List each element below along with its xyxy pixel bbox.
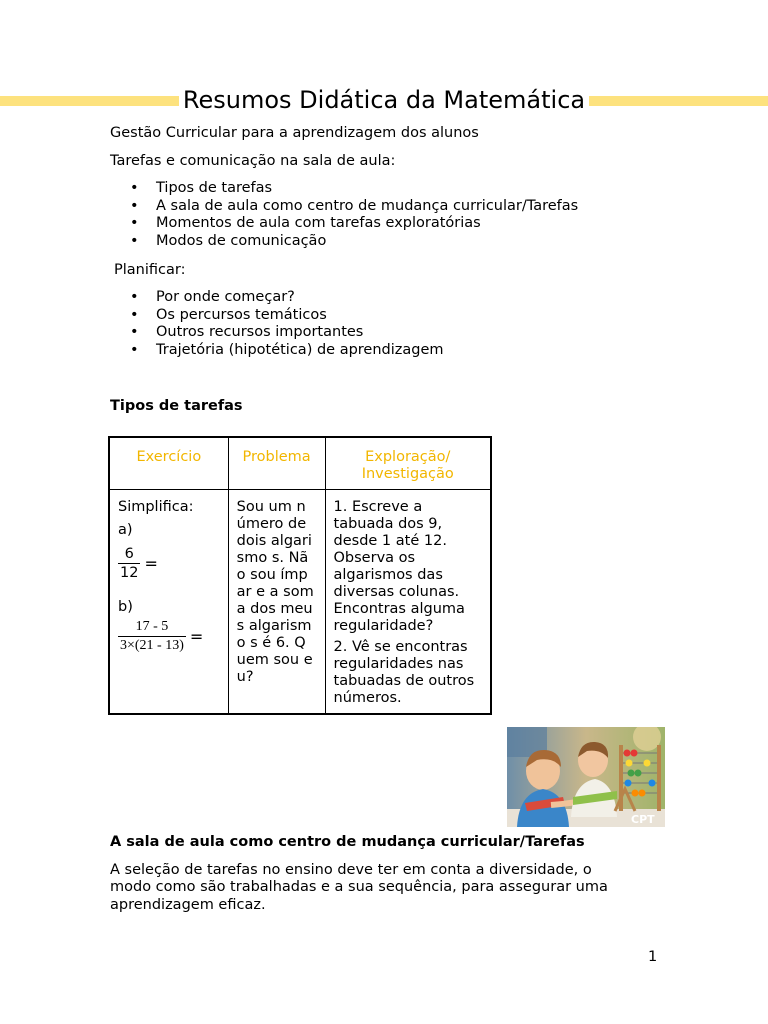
exercise-a-label: a): [118, 521, 133, 538]
exercise-instruction: Simplifica:: [118, 498, 194, 515]
list-item: • Por onde começar?: [128, 289, 444, 307]
task-types-table: [108, 436, 492, 715]
header-exercicio: Exercício: [109, 437, 228, 489]
list-item: • Tipos de tarefas: [128, 180, 578, 198]
cell-exploracao: [325, 489, 491, 714]
exploration-item-2: 2. Vê se encontras regularidades nas tabuadas de outros números.: [333, 638, 475, 706]
table-row: [109, 489, 491, 714]
children-abacus-photo: [507, 727, 665, 827]
fraction-a-denominator: 12: [120, 564, 139, 581]
list-item: • Outros recursos importantes: [128, 324, 444, 342]
fraction-a: [118, 545, 220, 582]
paragraph-line: modo como são trabalhadas e a sua sequência, para assegurar uma: [110, 879, 608, 895]
cell-exercicio: [109, 489, 228, 714]
exercise-b-label: b): [118, 598, 133, 615]
paragraph-line: aprendizagem eficaz.: [110, 897, 266, 913]
page-title: Resumos Didática da Matemática: [0, 85, 768, 115]
photo-illustration: [507, 727, 665, 827]
list-item: • Modos de comunicação: [128, 233, 578, 251]
intro-line-2: Tarefas e comunicação na sala de aula:: [110, 153, 396, 169]
section-heading-sala: A sala de aula como centro de mudança curricular/Tarefas: [110, 834, 585, 850]
header-problema: Problema: [228, 437, 325, 489]
equals-sign: =: [144, 553, 158, 573]
fraction-a-numerator: 6: [124, 545, 134, 562]
problem-text: Sou um número de dois algarismo s. Não sou ímpar e a soma dos meus algarismo s é 6. Quem sou eu?: [236, 498, 314, 685]
list-item: • Momentos de aula com tarefas exploratórias: [128, 215, 578, 233]
section-heading-tipos: Tipos de tarefas: [110, 398, 243, 414]
list-item: • Trajetória (hipotética) de aprendizagem: [128, 342, 444, 360]
photo-logo: CPT: [631, 813, 655, 826]
planificar-label: Planificar:: [114, 262, 186, 278]
fraction-b-numerator: 17 - 5: [135, 618, 169, 634]
page-number: 1: [648, 949, 658, 965]
list-item: • A sala de aula como centro de mudança curricular/Tarefas: [128, 198, 578, 216]
paragraph-line: A seleção de tarefas no ensino deve ter em conta a diversidade, o: [110, 862, 592, 878]
equals-sign: =: [189, 626, 204, 646]
planificar-list: [128, 289, 444, 360]
fraction-b: [118, 618, 220, 655]
header-exploracao: Exploração/ Investigação: [325, 437, 491, 489]
list-item: • Os percursos temáticos: [128, 307, 444, 325]
intro-line-1: Gestão Curricular para a aprendizagem dos alunos: [110, 125, 479, 141]
topics-list: [128, 180, 578, 251]
table-header-row: [109, 437, 491, 489]
exploration-item-1: 1. Escreve a tabuada dos 9, desde 1 até 12. Observa os algarismos das diversas colunas. Encontras alguma regularidade?: [333, 498, 465, 634]
fraction-b-denominator: 3×(21 - 13): [120, 637, 184, 653]
cell-problema: [228, 489, 325, 714]
